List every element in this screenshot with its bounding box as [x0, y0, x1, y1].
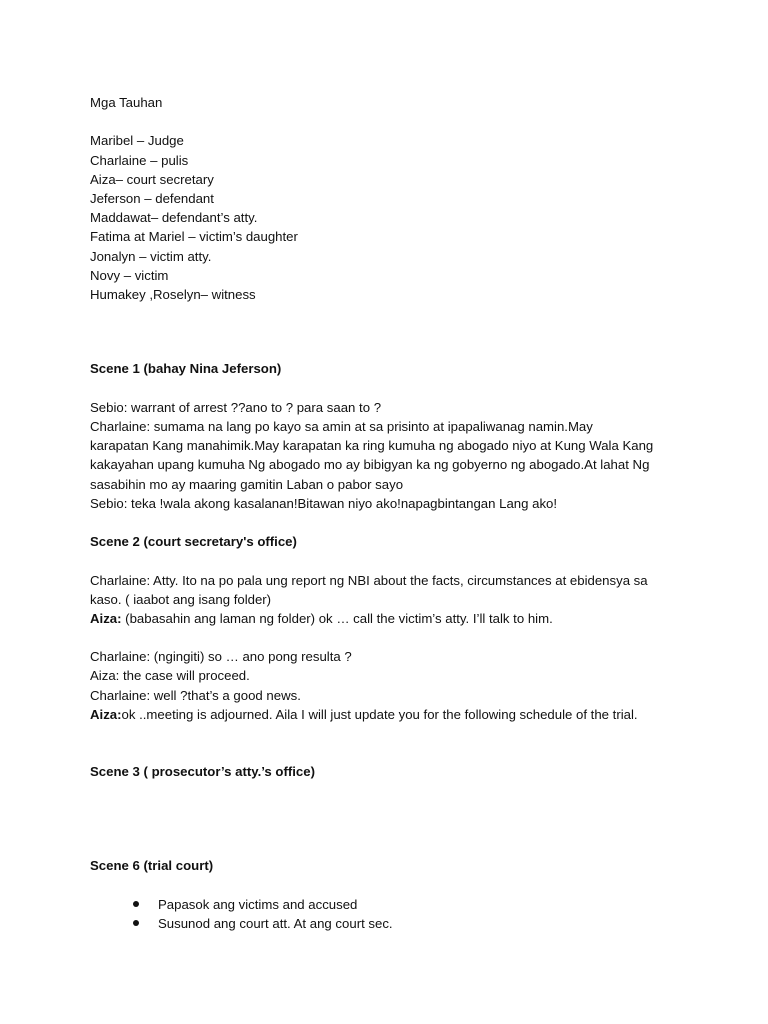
list-item: Susunod ang court att. At ang court sec.: [90, 914, 690, 933]
cast-member: Charlaine – pulis: [90, 152, 189, 168]
dialogue-text: (babasahin ang laman ng folder) ok … call the victim’s atty. I’ll talk to him.: [121, 610, 553, 626]
dialogue-line: Charlaine: (ngingiti) so … ano pong resulta ?: [90, 649, 352, 665]
dialogue-text: ok ..meeting is adjourned. Aila I will just update you for the following schedule of the trial.: [121, 706, 638, 722]
dialogue-line: Charlaine: well ?that’s a good news.: [90, 687, 301, 703]
cast-member: Fatima at Mariel – victim’s daughter: [90, 229, 298, 245]
list-item: Papasok ang victims and accused: [90, 895, 690, 914]
speaker-name: Aiza:: [90, 610, 122, 626]
cast-member: Aiza– court secretary: [90, 171, 214, 187]
scene3-heading: Scene 3 ( prosecutor’s atty.’s office): [90, 764, 315, 780]
dialogue-line: Charlaine: sumama na lang po kayo sa amin at sa prisinto at ipapaliwanag namin.May: [90, 419, 593, 435]
cast-heading: Mga Tauhan: [90, 95, 163, 110]
dialogue-line: Sebio: teka !wala akong kasalanan!Bitawan niyo ako!napagbintangan Lang ako!: [90, 495, 558, 511]
dialogue-line: sasabihin mo ay maaring gamitin Laban o pabor sayo: [90, 476, 404, 492]
dialogue-line: Sebio: warrant of arrest ??ano to ? para saan to ?: [90, 399, 382, 415]
bullet-icon: [133, 901, 139, 907]
dialogue-line: Charlaine: Atty. Ito na po pala ung report ng NBI about the facts, circumstances at ebidensya sa: [90, 572, 648, 588]
scene2-heading: Scene 2 (court secretary's office): [90, 534, 297, 550]
cast-member: Maddawat– defendant’s atty.: [90, 210, 258, 226]
scene6-bullet-list: [90, 895, 690, 933]
dialogue-line: Aiza: the case will proceed.: [90, 668, 250, 684]
cast-member: Novy – victim: [90, 267, 169, 283]
cast-member: Jeferson – defendant: [90, 190, 214, 206]
scene6-heading: Scene 6 (trial court): [90, 858, 214, 874]
bullet-icon: [133, 920, 139, 926]
dialogue-line: kakayahan upang kumuha Ng abogado mo ay bibigyan ka ng gobyerno ng abogado.At lahat Ng: [90, 457, 650, 473]
cast-member: Humakey ,Roselyn– witness: [90, 286, 256, 302]
dialogue-line: [90, 705, 690, 724]
scene1-heading: Scene 1 (bahay Nina Jeferson): [90, 361, 282, 377]
speaker-name: Aiza:: [90, 706, 122, 722]
cast-member: Jonalyn – victim atty.: [90, 248, 212, 264]
dialogue-line: kaso. ( iaabot ang isang folder): [90, 591, 272, 607]
dialogue-line: karapatan Kang manahimik.May karapatan ka ring kumuha ng abogado niyo at Kung Wala Kang: [90, 438, 654, 454]
dialogue-line: [90, 609, 690, 628]
cast-member: Maribel – Judge: [90, 133, 184, 149]
document-page: [90, 93, 690, 933]
